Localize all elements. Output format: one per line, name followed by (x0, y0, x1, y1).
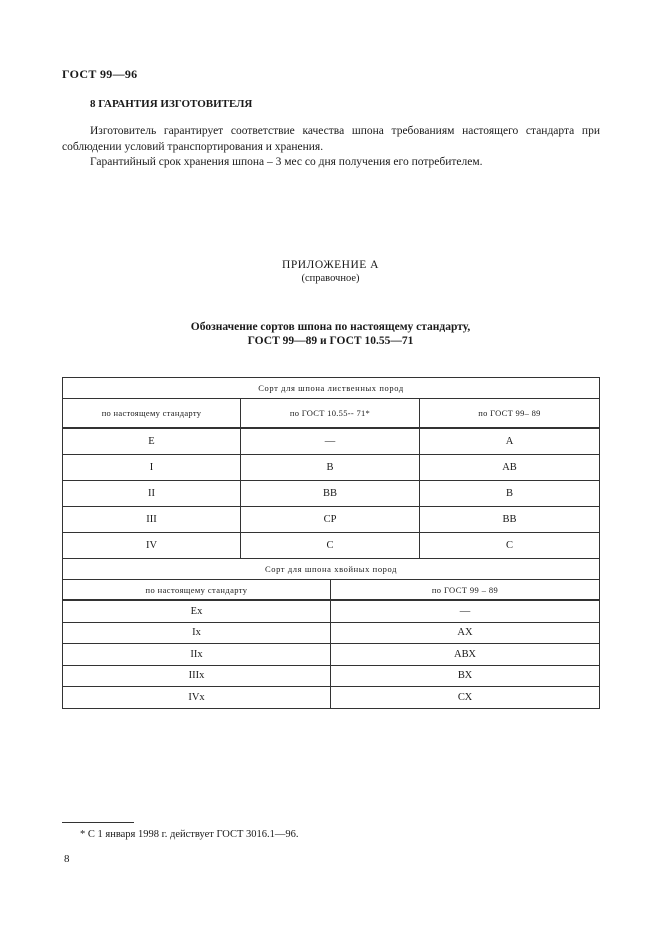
paragraph-guarantee: Изготовитель гарантирует соответствие качества шпона требованиям настоящего стандарта при соблюдении условий транспортирования и хранения. (62, 125, 600, 153)
table-row (63, 507, 600, 533)
hardwood-header-gost-99: по ГОСТ 99– 89 (420, 399, 600, 429)
hardwood-cell: В (420, 481, 600, 507)
table-row (63, 600, 600, 622)
hardwood-cell: — (241, 428, 420, 455)
hardwood-cell: IV (63, 533, 241, 559)
hardwood-cell: Е (63, 428, 241, 455)
hardwood-cell: В (241, 455, 420, 481)
softwood-cell: ВХ (331, 665, 600, 687)
table-row (63, 644, 600, 666)
hardwood-cell: I (63, 455, 241, 481)
hardwood-cell: СР (241, 507, 420, 533)
table-row (63, 428, 600, 455)
table-row (63, 455, 600, 481)
hardwood-cell: А (420, 428, 600, 455)
hardwood-cell: ВВ (241, 481, 420, 507)
section-title: 8 ГАРАНТИЯ ИЗГОТОВИТЕЛЯ (90, 98, 253, 110)
hardwood-cell: С (241, 533, 420, 559)
hardwood-header-this-standard: по настоящему стандарту (63, 399, 241, 429)
softwood-header-this-standard: по настоящему стандарту (63, 580, 331, 601)
softwood-cell: IIIх (63, 665, 331, 687)
hardwood-caption: Сорт для шпона лиственных пород (63, 378, 600, 399)
table-title-line-1: Обозначение сортов шпона по настоящему стандарту, (190, 321, 471, 333)
hardwood-cell: ВВ (420, 507, 600, 533)
softwood-cell: Iх (63, 622, 331, 644)
softwood-caption: Сорт для шпона хвойных пород (63, 559, 600, 580)
table-title-line-2: ГОСТ 99—89 и ГОСТ 10.55—71 (247, 335, 414, 347)
table-row (63, 665, 600, 687)
appendix-subtitle: (справочное) (301, 273, 360, 284)
softwood-cell: АВХ (331, 644, 600, 666)
hardwood-cell: III (63, 507, 241, 533)
table-row (63, 687, 600, 709)
footnote: * С 1 января 1998 г. действует ГОСТ 3016.1—96. (80, 829, 299, 840)
page-number: 8 (64, 853, 70, 865)
hardwood-cell: II (63, 481, 241, 507)
hardwood-cell: С (420, 533, 600, 559)
document-code: ГОСТ 99—96 (62, 67, 138, 81)
softwood-cell: IIх (63, 644, 331, 666)
table-title (0, 320, 661, 348)
hardwood-header-gost-1055: по ГОСТ 10.55-- 71* (241, 399, 420, 429)
grades-table (62, 377, 600, 709)
softwood-cell: АХ (331, 622, 600, 644)
hardwood-cell: АВ (420, 455, 600, 481)
softwood-cell: СХ (331, 687, 600, 709)
footnote-divider (62, 822, 134, 823)
softwood-cell: — (331, 600, 600, 622)
paragraph-storage-term: Гарантийный срок хранения шпона – 3 мес со дня получения его потребителем. (90, 156, 483, 168)
appendix-title: ПРИЛОЖЕНИЕ А (282, 259, 379, 271)
table-row (63, 481, 600, 507)
softwood-cell: IVх (63, 687, 331, 709)
table-row (63, 533, 600, 559)
table-row (63, 622, 600, 644)
softwood-header-gost-99: по ГОСТ 99 – 89 (331, 580, 600, 601)
softwood-cell: Ех (63, 600, 331, 622)
